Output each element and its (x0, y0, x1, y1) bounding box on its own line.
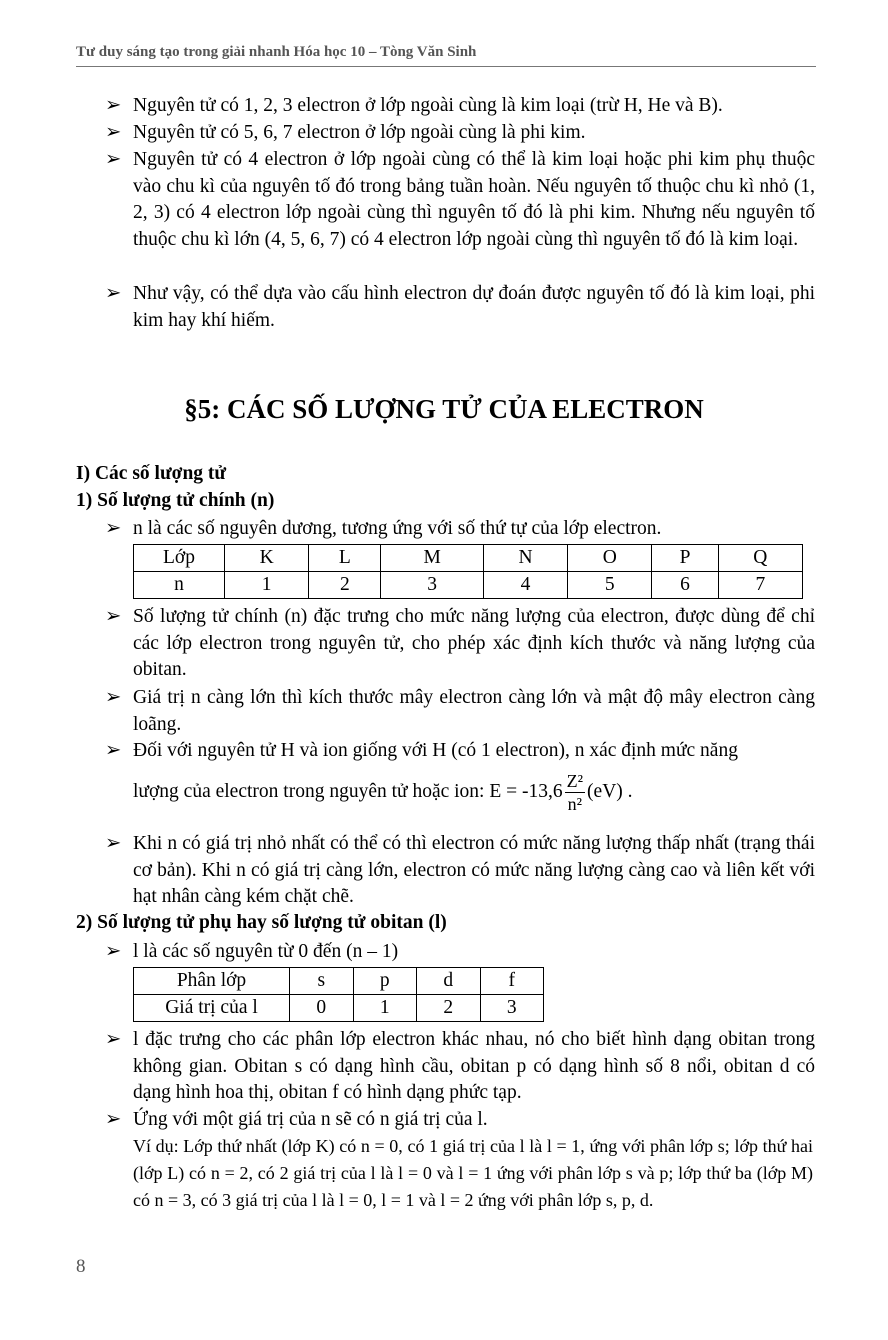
formula-rhs: (eV) . (587, 780, 633, 802)
bullet-item: ➢ l đặc trưng cho các phân lớp electron khác nhau, nó cho biết hình dạng obitan trong không gian. Obitan s có dạng hình cầu, obitan p có dạng hình số 8 nổi, obitan d có dạng hình hoa thị, obitan f có hình dạng phức tạp. (105, 1029, 815, 1103)
arrow-bullet-icon: ➢ (105, 687, 122, 708)
table-cell: 2 (309, 572, 381, 599)
subheading-azimuthal: 2) Số lượng tử phụ hay số lượng tử obitan (l) (76, 912, 447, 933)
table-cell: 2 (417, 995, 481, 1022)
table-cell: 1 (353, 995, 417, 1022)
azimuthal-table (133, 967, 544, 1022)
table-cell: n (134, 572, 225, 599)
page-number: 8 (76, 1256, 86, 1277)
principal-table (133, 544, 803, 599)
formula-lhs: E = -13,6 (489, 780, 563, 802)
arrow-bullet-icon: ➢ (105, 122, 122, 143)
table-cell: N (483, 545, 567, 572)
bullet-item: ➢ Khi n có giá trị nhỏ nhất có thể có thì electron có mức năng lượng thấp nhất (trạng thái cơ bản). Khi n có giá trị càng lớn, electron có mức năng lượng càng cao và liên kết với hạt nhân càng kém chặt chẽ. (105, 833, 815, 907)
table-cell: 0 (290, 995, 354, 1022)
table-cell: Lớp (134, 545, 225, 572)
arrow-bullet-icon: ➢ (105, 1109, 122, 1130)
table-cell: 5 (568, 572, 652, 599)
fraction-numerator: Z² (566, 771, 584, 791)
table-cell: 3 (381, 572, 483, 599)
table-row (134, 995, 544, 1022)
table-cell: 4 (483, 572, 567, 599)
table-cell: d (417, 968, 481, 995)
formula-line (105, 770, 815, 815)
running-header: Tư duy sáng tạo trong giải nhanh Hóa học 10 – Tòng Văn Sinh (76, 44, 816, 67)
bullet-item: ➢ Nguyên tử có 1, 2, 3 electron ở lớp ngoài cùng là kim loại (trừ H, He và B). (105, 93, 815, 120)
bullet-item: ➢ l là các số nguyên từ 0 đến (n – 1) (105, 939, 815, 966)
table-cell: 6 (652, 572, 718, 599)
table-cell: s (290, 968, 354, 995)
example-paragraph: Ví dụ: Lớp thứ nhất (lớp K) có n = 0, có 1 giá trị của l là l = 1, ứng với phân lớp s; lớp thứ hai (lớp L) có n = 2, có 2 giá trị của l là l = 0 và l = 1 ứng với phân lớp s và p; lớp thứ ba (lớp M) có n = 3, có 3 giá trị của l là l = 0, l = 1 và l = 2 ứng với phân lớp s, p, d. (133, 1136, 813, 1210)
subheading-principal: 1) Số lượng tử chính (n) (76, 490, 275, 511)
bullet-item: ➢ Như vậy, có thể dựa vào cấu hình electron dự đoán được nguyên tố đó là kim loại, phi kim hay khí hiếm. (105, 283, 815, 331)
table-cell: K (225, 545, 309, 572)
table-cell: 3 (480, 995, 544, 1022)
table-row (134, 572, 803, 599)
bullet-item: ➢ Đối với nguyên tử H và ion giống với H (có 1 electron), n xác định mức năng (105, 738, 815, 765)
table-cell: f (480, 968, 544, 995)
arrow-bullet-icon: ➢ (105, 740, 122, 761)
table-cell: P (652, 545, 718, 572)
arrow-bullet-icon: ➢ (105, 941, 122, 962)
arrow-bullet-icon: ➢ (105, 606, 122, 627)
bullet-item: ➢ Giá trị n càng lớn thì kích thước mây electron càng lớn và mật độ mây electron càng loãng. (105, 687, 815, 735)
bullet-item: ➢ Nguyên tử có 4 electron ở lớp ngoài cùng có thể là kim loại hoặc phi kim phụ thuộc vào chu kì của nguyên tố đó trong bảng tuần hoàn. Nếu nguyên tố thuộc chu kì nhỏ (1, 2, 3) có 4 electron lớp ngoài cùng thì nguyên tố đó là phi kim. Nhưng nếu nguyên tố thuộc chu kì lớn (4, 5, 6, 7) có 4 electron lớp ngoài cùng thì nguyên tố đó là kim loại. (105, 149, 815, 250)
table-row (134, 968, 544, 995)
table-cell: Phân lớp (134, 968, 290, 995)
table-cell: O (568, 545, 652, 572)
arrow-bullet-icon: ➢ (105, 1029, 122, 1050)
formula-prefix: lượng của electron trong nguyên tử hoặc ion: (133, 780, 485, 802)
fraction-denominator: n² (567, 794, 583, 814)
table-cell: Q (718, 545, 802, 572)
table-row (134, 545, 803, 572)
arrow-bullet-icon: ➢ (105, 149, 122, 170)
table-cell: M (381, 545, 483, 572)
arrow-bullet-icon: ➢ (105, 518, 122, 539)
bullet-item: ➢ Nguyên tử có 5, 6, 7 electron ở lớp ngoài cùng là phi kim. (105, 120, 815, 147)
energy-fraction (565, 770, 585, 815)
arrow-bullet-icon: ➢ (105, 833, 122, 854)
arrow-bullet-icon: ➢ (105, 95, 122, 116)
table-cell: Giá trị của l (134, 995, 290, 1022)
table-cell: p (353, 968, 417, 995)
table-cell: 7 (718, 572, 802, 599)
bullet-item: ➢ n là các số nguyên dương, tương ứng với số thứ tự của lớp electron. (105, 516, 815, 543)
bullet-item: ➢ Số lượng tử chính (n) đặc trưng cho mức năng lượng của electron, được dùng để chỉ các lớp electron trong nguyên tử, cho phép xác định kích thước và năng lượng của obitan. (105, 606, 815, 680)
arrow-bullet-icon: ➢ (105, 283, 122, 304)
table-cell: L (309, 545, 381, 572)
section-title: §5: CÁC SỐ LƯỢNG TỬ CỦA ELECTRON (184, 394, 704, 424)
table-cell: 1 (225, 572, 309, 599)
bullet-item: ➢ Ứng với một giá trị của n sẽ có n giá trị của l. (105, 1107, 815, 1134)
heading-quantum-numbers: I) Các số lượng tử (76, 463, 227, 484)
